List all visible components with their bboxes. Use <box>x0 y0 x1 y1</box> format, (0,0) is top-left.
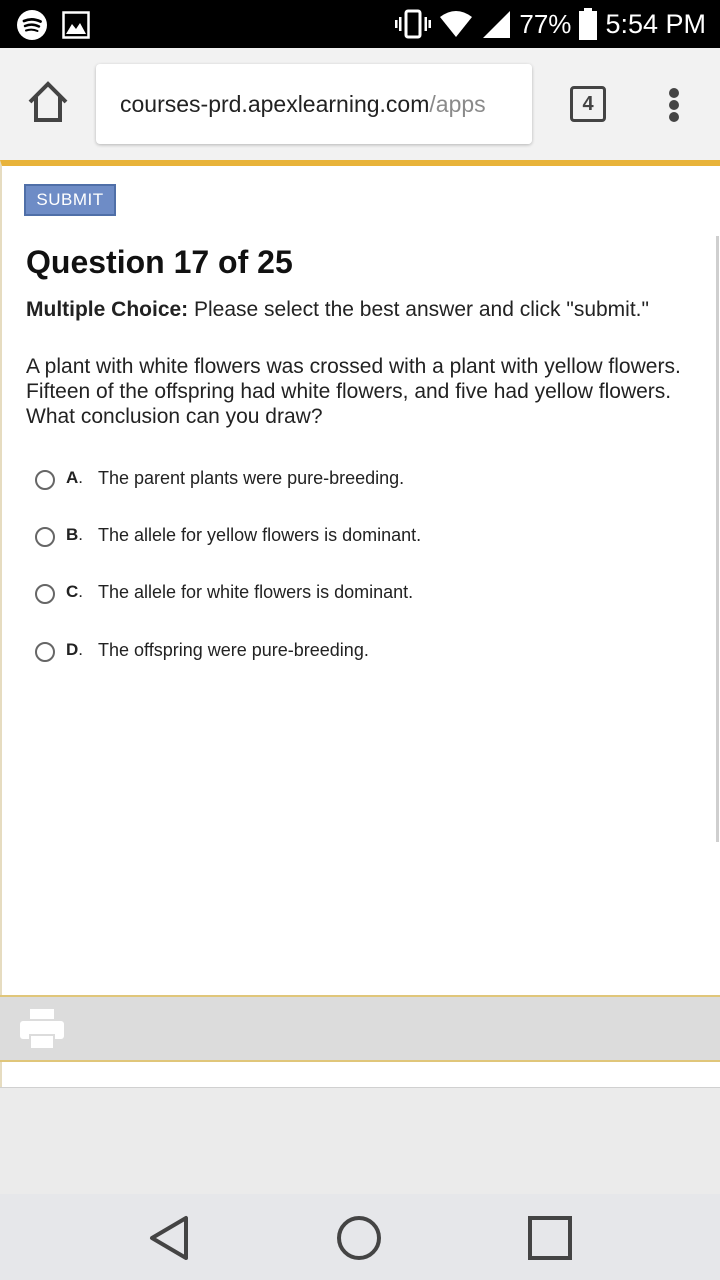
home-circle-icon <box>335 1214 383 1262</box>
page-background <box>0 1087 720 1194</box>
battery-icon <box>579 8 597 40</box>
tab-switcher-button[interactable]: 4 <box>570 86 606 122</box>
instruction-label: Multiple Choice: <box>26 298 189 321</box>
print-button[interactable] <box>18 1007 66 1051</box>
home-button[interactable] <box>24 78 72 128</box>
answer-letter: C. <box>66 582 84 601</box>
battery-percent: 77% <box>519 9 572 39</box>
answer-option-a[interactable] <box>2 460 702 500</box>
url-text <box>120 64 486 144</box>
wifi-icon <box>439 10 473 38</box>
radio-button[interactable] <box>35 642 55 662</box>
scrollbar[interactable] <box>716 236 719 842</box>
printer-icon <box>18 1007 66 1051</box>
instructions <box>26 298 649 322</box>
answer-option-d[interactable] <box>2 632 702 672</box>
signal-icon <box>481 9 511 39</box>
menu-dot-icon <box>669 100 679 110</box>
answer-text: The allele for white flowers is dominant. <box>98 582 414 602</box>
answer-text: The parent plants were pure-breeding. <box>98 468 405 488</box>
answer-letter: D. <box>66 640 84 659</box>
footer-toolbar <box>0 995 720 1062</box>
answer-text: The offspring were pure-breeding. <box>98 640 369 660</box>
recents-icon <box>526 1214 574 1262</box>
home-nav-button[interactable] <box>335 1214 383 1262</box>
overflow-menu-button[interactable] <box>662 84 686 124</box>
answer-text: The allele for yellow flowers is dominant. <box>98 525 422 545</box>
image-icon <box>62 11 90 39</box>
menu-dot-icon <box>669 88 679 98</box>
home-icon <box>24 78 72 128</box>
question-text: A plant with white flowers was crossed with a plant with yellow flowers. Fifteen of the offspring had white flowers, and five had yellow flowers. What conclusion can you draw? <box>26 355 681 428</box>
answer-letter: A. <box>66 468 84 487</box>
url-fade <box>496 64 532 144</box>
browser-toolbar <box>0 48 720 160</box>
answer-option-b[interactable] <box>2 517 702 557</box>
url-path: /apps <box>429 91 486 117</box>
instruction-text: Please select the best answer and click "submit." <box>188 298 649 321</box>
radio-button[interactable] <box>35 470 55 490</box>
radio-button[interactable] <box>35 527 55 547</box>
submit-button[interactable]: SUBMIT <box>24 184 116 216</box>
spotify-icon <box>16 9 48 41</box>
back-button[interactable] <box>146 1214 194 1262</box>
url-domain: courses-prd.apexlearning.com <box>120 91 430 117</box>
answer-option-c[interactable] <box>2 574 702 614</box>
radio-button[interactable] <box>35 584 55 604</box>
answer-letter: B. <box>66 525 84 544</box>
question-title: Question 17 of 25 <box>26 244 293 280</box>
navigation-bar <box>0 1194 720 1280</box>
page-content <box>0 160 720 1088</box>
clock: 5:54 PM <box>605 9 706 39</box>
menu-dot-icon <box>669 112 679 122</box>
vibrate-icon <box>395 9 431 39</box>
status-bar <box>0 0 720 48</box>
address-bar[interactable] <box>96 64 532 144</box>
recents-button[interactable] <box>526 1214 574 1262</box>
back-icon <box>146 1214 194 1262</box>
